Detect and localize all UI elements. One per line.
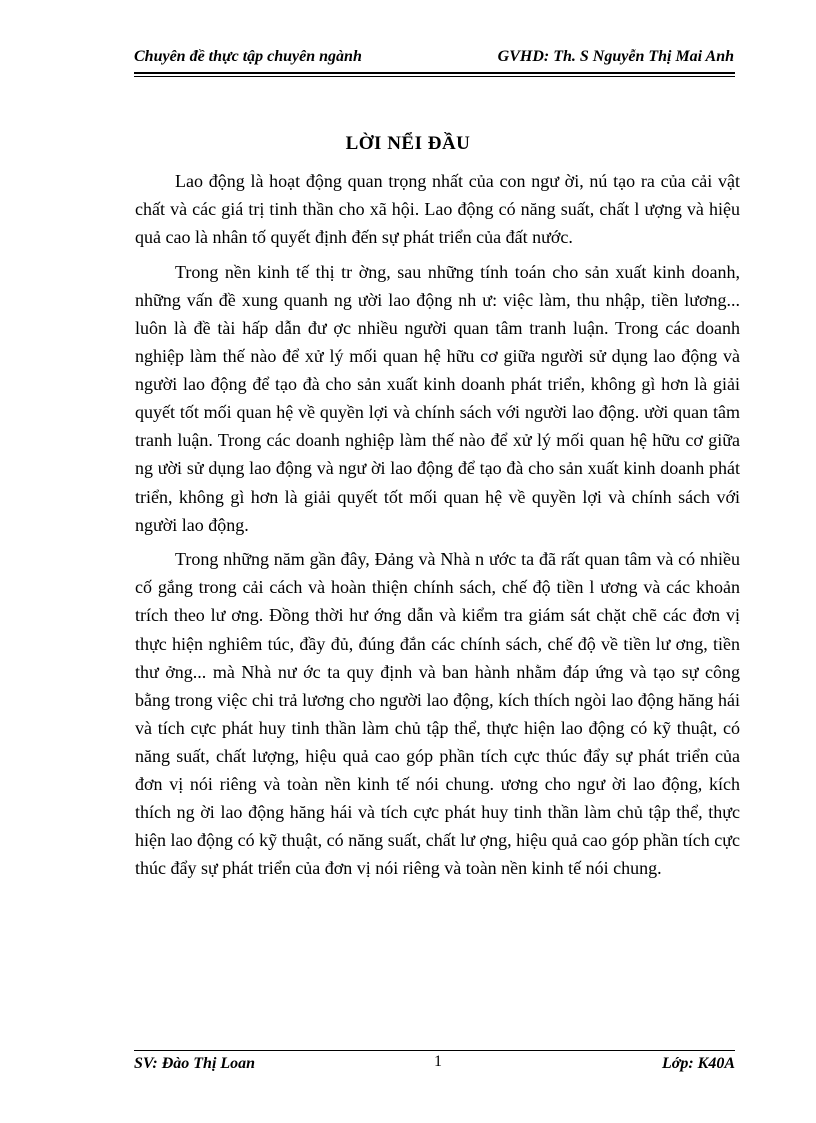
header-rule-thin <box>134 76 735 77</box>
footer-class: Lớp: K40A <box>661 1055 735 1072</box>
paragraph-2: Trong nền kinh tế thị tr ờng, sau những tính toán cho sản xuất kinh doanh, những vấn đề xung quanh ng ười lao động nh ư: việc làm, thu nhập, tiền lương... luôn là đề tài hấp dẫn đư ợc nhiều người quan tâm tranh luận. Trong các doanh nghiệp làm thế nào để xử lý mối quan hệ hữu cơ giữa người sử dụng lao động và người lao động để tạo đà cho sản xuất kinh doanh phát triển, không gì hơn là giải quyết tốt mối quan hệ về quyền lợi và chính sách với người lao động. ười quan tâm tranh luận. Trong các doanh nghiệp làm thế nào để xử lý mối quan hệ hữu cơ giữa ng ười sử dụng lao động và ngư ời lao động để tạo đà cho sản xuất kinh doanh phát triển, không gì hơn là giải quyết tốt mối quan hệ về quyền lợi và chính sách với người lao động. <box>135 261 740 535</box>
header-supervisor: GVHD: Th. S Nguyễn Thị Mai Anh <box>497 48 734 65</box>
page-number: 1 <box>434 1053 442 1070</box>
header-course-title: Chuyên đề thực tập chuyên ngành <box>134 48 362 65</box>
paragraph-3: Trong những năm gần đây, Đảng và Nhà n ước ta đã rất quan tâm và có nhiều cố gắng trong cải cách và hoàn thiện chính sách, chế độ tiền l ương và các khoản trích theo lư ơng. Đồng thời hư ớng dẫn và kiểm tra giám sát chặt chẽ các đơn vị thực hiện nghiêm túc, đầy đủ, đúng đắn các chính sách, chế độ về tiền lư ơng, tiền thư ởng... mà Nhà nư ớc ta quy định và ban hành nhằm đáp ứng và tạo sự công bằng trong việc chi trả lương cho người lao động, kích thích ngòi lao động hăng hái và tích cực phát huy tinh thần làm chủ tập thể, thực hiện lao động có kỹ thuật, có năng suất, chất lượng, hiệu quả cao góp phần tích cực thúc đẩy sự phát triển của đơn vị nói riêng và toàn nền kinh tế nói chung. ương cho ngư ời lao động, kích thích ng ời lao động hăng hái và tích cực phát huy tinh thần làm chủ tập thể, thực hiện lao động có kỹ thuật, có năng suất, chất lư ợng, hiệu quả cao góp phần tích cực thúc đẩy sự phát triển của đơn vị nói riêng và toàn nền kinh tế nói chung. <box>135 549 740 879</box>
footer-student-name: SV: Đào Thị Loan <box>134 1055 256 1072</box>
paragraph-1: Lao động là hoạt động quan trọng nhất của con ngư ời, nú tạo ra của cải vật chất và các giá trị tinh thần cho xã hội. Lao động có năng suất, chất l ượng và hiệu quả cao là nhân tố quyết định đến sự phát triển của đất nước. <box>135 171 740 248</box>
page-header <box>134 48 734 72</box>
page-title: LỜI NỂI ĐẦU <box>345 133 471 154</box>
footer-rule <box>134 1050 735 1051</box>
page-footer <box>134 1055 735 1079</box>
document-body <box>135 167 740 889</box>
header-rule-thick <box>134 72 735 74</box>
